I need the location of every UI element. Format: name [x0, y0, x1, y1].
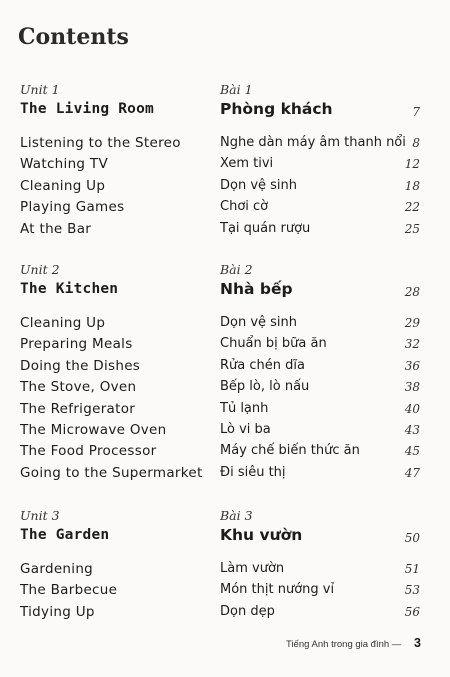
toc-item-page-number: 43	[404, 423, 420, 437]
unit-label: Unit 1	[20, 82, 60, 97]
toc-item-vi[interactable]: Đi siêu thị	[220, 464, 286, 480]
toc-item-page-number: 18	[404, 178, 420, 193]
toc-item-page-number: 29	[404, 316, 420, 330]
bai-label: Bài 1	[220, 82, 253, 97]
toc-item-en[interactable]: Preparing Meals	[20, 336, 133, 353]
toc-item-vi[interactable]: Dọn vệ sinh	[220, 177, 298, 193]
section-page-number: 50	[404, 531, 420, 545]
toc-item-en[interactable]: Gardening	[20, 561, 94, 577]
toc-item-page-number: 25	[404, 221, 420, 236]
section-title-en[interactable]: The Living Room	[20, 101, 154, 117]
toc-item-en[interactable]: Going to the Supermarket	[20, 464, 203, 481]
toc-item-en[interactable]: Playing Games	[20, 199, 125, 216]
footer-page-number: 3	[414, 636, 421, 650]
toc-item-en[interactable]: The Microwave Oven	[20, 422, 167, 438]
section-title-vi[interactable]: Khu vườn	[220, 526, 303, 544]
toc-item-vi[interactable]: Bếp lò, lò nấu	[220, 379, 310, 395]
toc-item-en[interactable]: The Food Processor	[20, 443, 157, 460]
toc-item-page-number: 56	[404, 604, 420, 619]
toc-item-en[interactable]: Doing the Dishes	[20, 357, 141, 374]
toc-item-vi[interactable]: Rửa chén dĩa	[220, 357, 305, 373]
section-title-en[interactable]: The Garden	[20, 527, 110, 543]
bai-label: Bài 2	[220, 262, 253, 277]
toc-item-vi[interactable]: Làm vườn	[220, 561, 285, 576]
toc-item-en[interactable]: Watching TV	[20, 156, 108, 173]
toc-item-vi[interactable]: Chuẩn bị bữa ăn	[220, 336, 327, 352]
toc-item-page-number: 38	[404, 380, 420, 395]
toc-item-vi[interactable]: Tủ lạnh	[220, 400, 269, 416]
toc-item-en[interactable]: Tidying Up	[20, 603, 95, 620]
toc-item-vi[interactable]: Chơi cờ	[220, 199, 269, 215]
section-title-vi[interactable]: Phòng khách	[220, 100, 333, 118]
unit-label: Unit 2	[20, 262, 60, 277]
toc-item-en[interactable]: At the Bar	[20, 220, 92, 237]
toc-item-page-number: 32	[404, 337, 420, 352]
toc-item-page-number: 47	[404, 465, 420, 480]
page-title: Contents	[18, 24, 129, 50]
toc-item-page-number: 53	[404, 583, 420, 598]
toc-item-page-number: 40	[404, 401, 420, 416]
toc-item-page-number: 8	[412, 136, 420, 150]
section-page-number: 28	[404, 285, 420, 299]
toc-item-vi[interactable]: Nghe dàn máy âm thanh nổi	[220, 135, 406, 150]
bai-label: Bài 3	[220, 508, 253, 523]
toc-item-vi[interactable]: Món thịt nướng vỉ	[220, 582, 335, 598]
toc-item-page-number: 12	[404, 157, 420, 172]
section-title-vi[interactable]: Nhà bếp	[220, 280, 293, 298]
toc-item-vi[interactable]: Tại quán rượu	[220, 220, 311, 236]
bleed-through	[300, 30, 450, 640]
footer-book-title: Tiếng Anh trong gia đình —	[286, 639, 402, 650]
section-title-en[interactable]: The Kitchen	[20, 281, 119, 297]
toc-item-vi[interactable]: Dọn dẹp	[220, 603, 275, 619]
toc-item-en[interactable]: Cleaning Up	[20, 177, 106, 194]
unit-label: Unit 3	[20, 508, 60, 523]
toc-item-vi[interactable]: Lò vi ba	[220, 422, 271, 437]
section-page-number: 7	[412, 105, 420, 119]
toc-item-page-number: 36	[404, 358, 420, 373]
toc-item-en[interactable]: The Stove, Oven	[20, 379, 137, 396]
toc-item-page-number: 22	[404, 200, 420, 215]
toc-item-vi[interactable]: Xem tivi	[220, 156, 274, 172]
toc-item-page-number: 51	[404, 562, 420, 576]
toc-item-vi[interactable]: Dọn vệ sinh	[220, 315, 298, 330]
toc-item-vi[interactable]: Máy chế biến thức ăn	[220, 443, 360, 459]
toc-item-en[interactable]: Listening to the Stereo	[20, 135, 181, 151]
toc-item-en[interactable]: The Barbecue	[20, 582, 118, 599]
toc-item-page-number: 45	[404, 444, 420, 459]
toc-item-en[interactable]: The Refrigerator	[20, 400, 136, 417]
toc-item-en[interactable]: Cleaning Up	[20, 315, 106, 331]
